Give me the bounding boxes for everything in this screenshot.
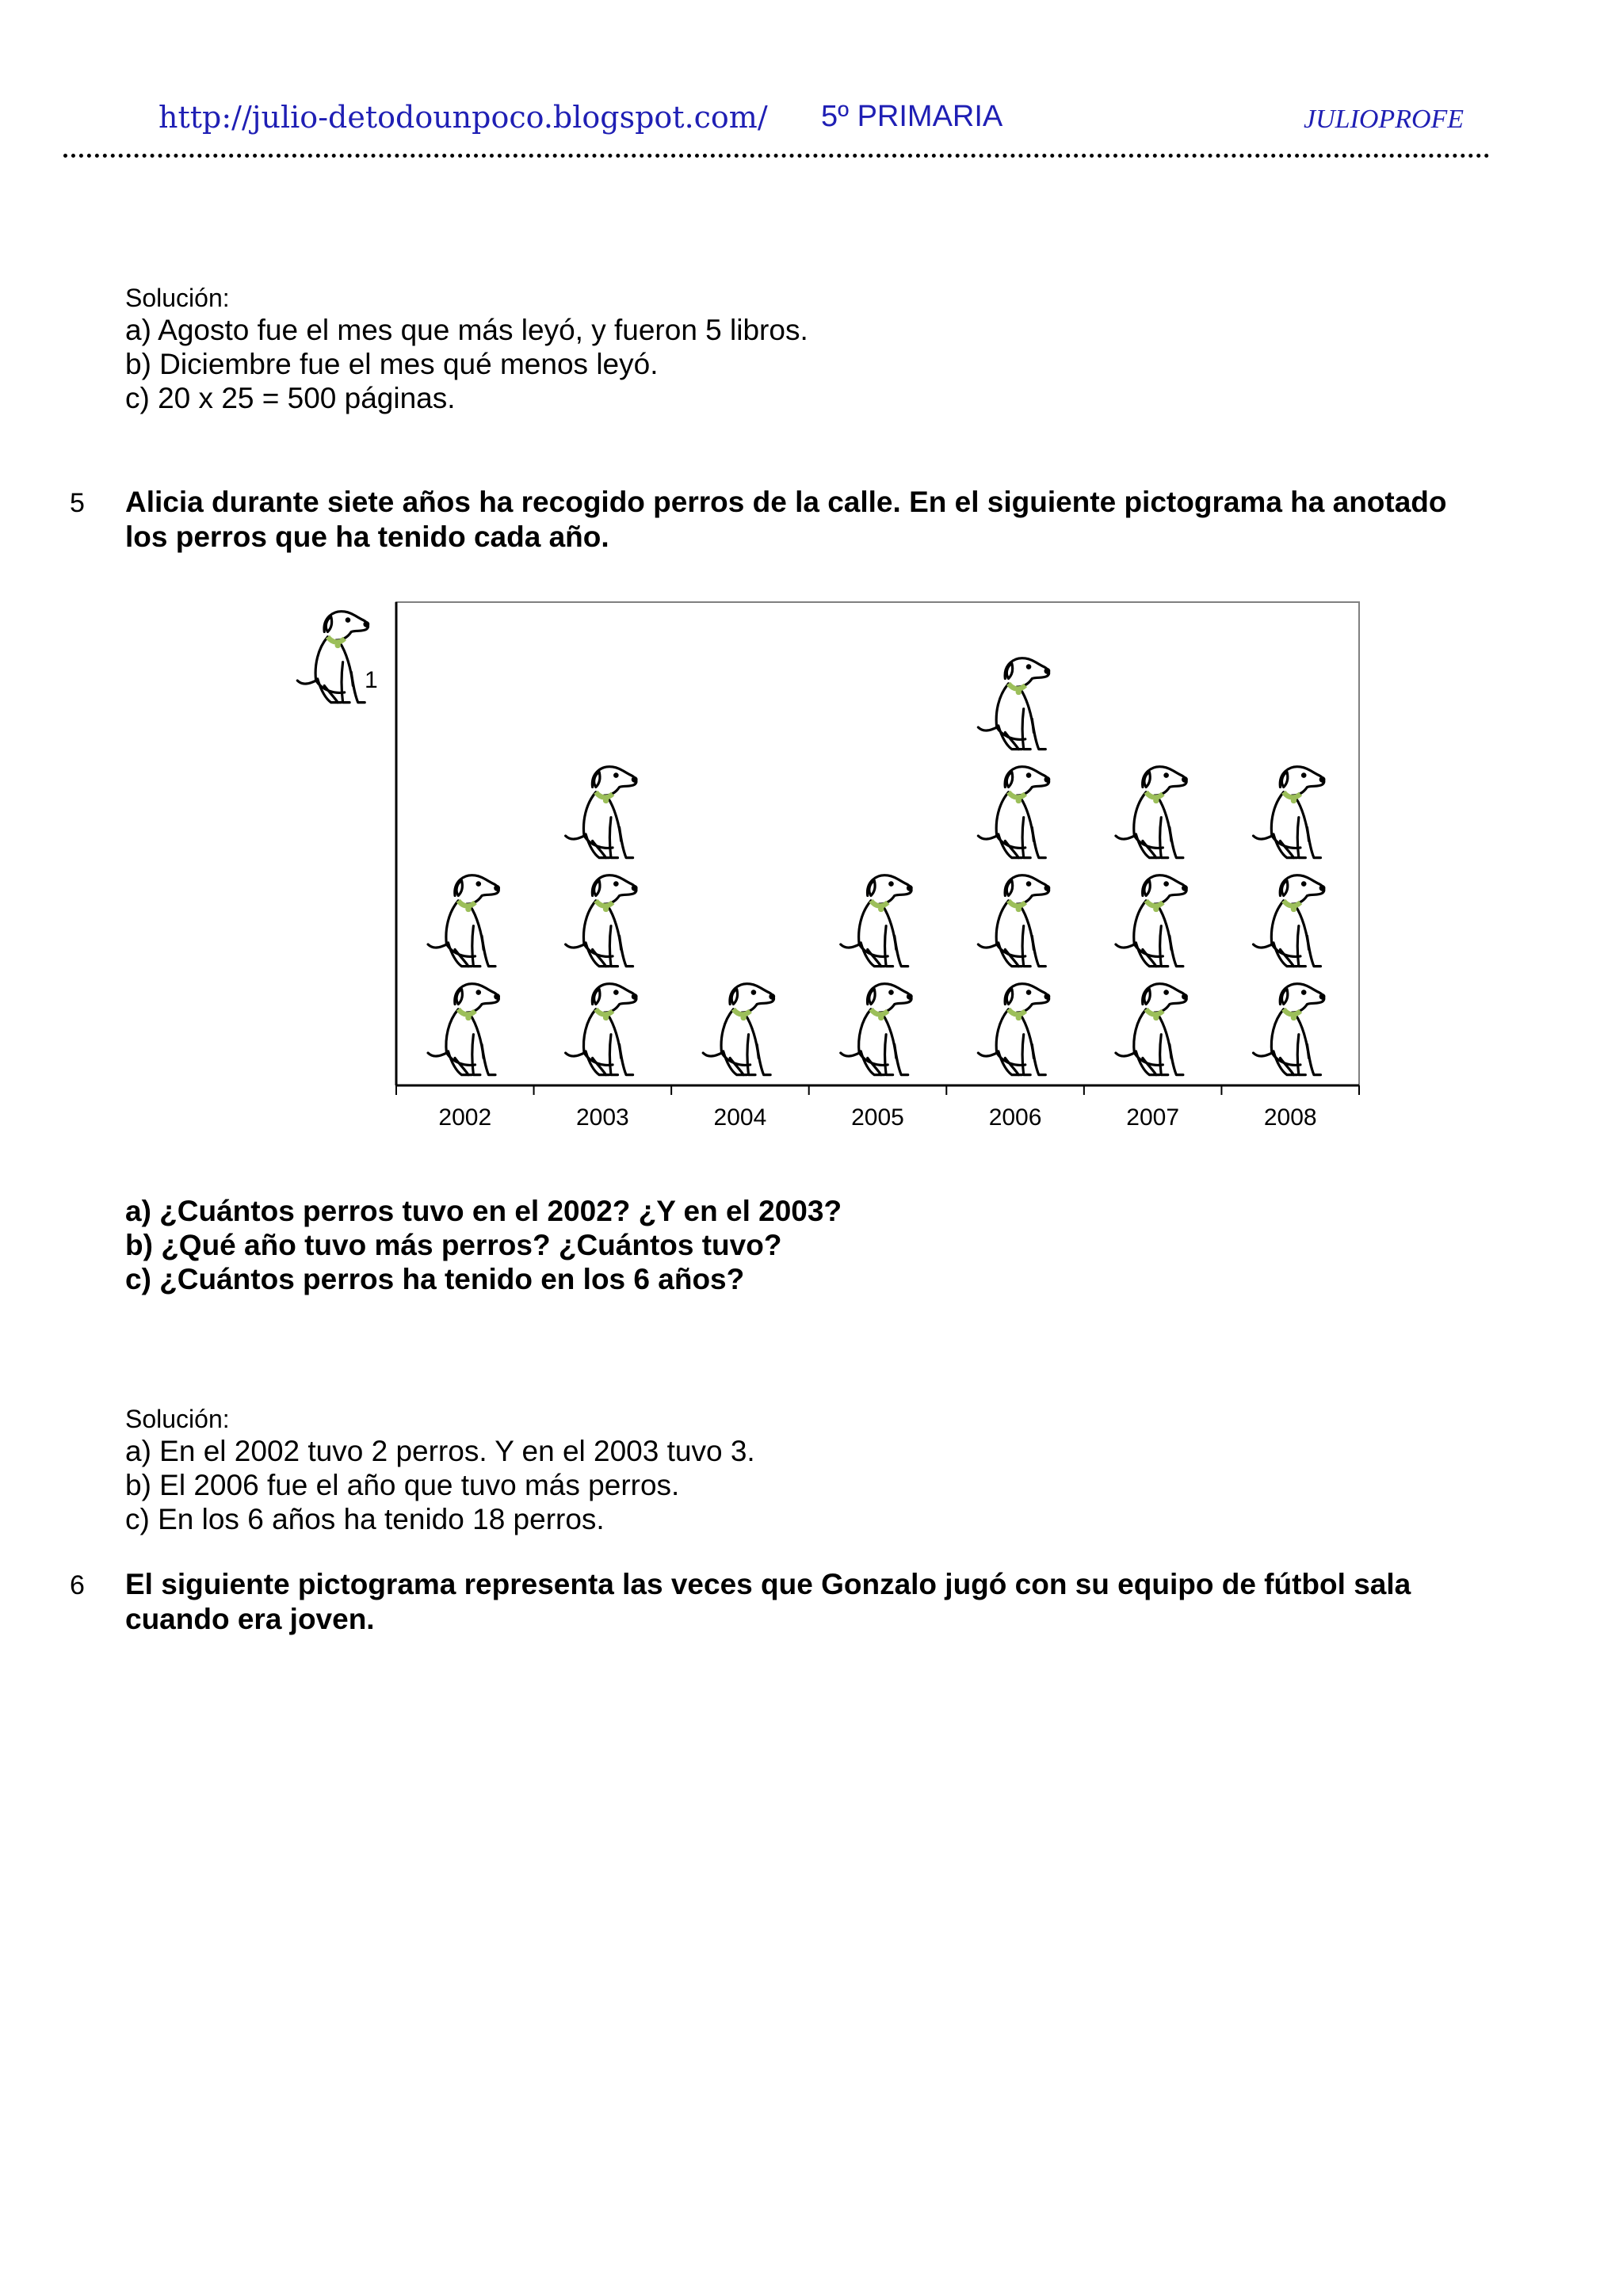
question-number: 5 — [70, 488, 85, 518]
solution-label: Solución: — [125, 284, 230, 312]
x-tick-label: 2007 — [1126, 1104, 1180, 1131]
x-tick-label: 2002 — [438, 1104, 492, 1131]
header-divider — [63, 151, 1490, 158]
x-tick-label: 2003 — [575, 1104, 629, 1131]
solution-line: a) En el 2002 tuvo 2 perros. Y en el 2003 tuvo 3. — [125, 1435, 755, 1467]
question-number: 6 — [70, 1570, 85, 1600]
solution-label: Solución: — [125, 1405, 230, 1433]
header-url[interactable]: http://julio-detodounpoco.blogspot.com/ — [158, 100, 768, 135]
legend-dog-icon — [297, 612, 368, 703]
question-text-line: cuando era joven. — [125, 1603, 375, 1635]
subquestion: b) ¿Qué año tuvo más perros? ¿Cuántos tuvo? — [125, 1229, 782, 1261]
question-text-line: El siguiente pictograma representa las veces que Gonzalo jugó con su equipo de fútbol sala — [125, 1568, 1411, 1600]
subquestion: a) ¿Cuántos perros tuvo en el 2002? ¿Y en el 2003? — [125, 1195, 842, 1227]
solution-line: b) El 2006 fue el año que tuvo más perros. — [125, 1469, 680, 1501]
solution-line: c) En los 6 años ha tenido 18 perros. — [125, 1503, 605, 1535]
question-text-line: los perros que ha tenido cada año. — [125, 521, 609, 553]
pictogram-chart — [285, 594, 1363, 1141]
question-text-line: Alicia durante siete años ha recogido perros de la calle. En el siguiente pictograma ha anotado — [125, 486, 1447, 518]
solution-line: c) 20 x 25 = 500 páginas. — [125, 382, 456, 414]
x-tick-label: 2006 — [988, 1104, 1042, 1131]
header-author: JULIOPROFE — [1304, 105, 1465, 134]
solution-line: a) Agosto fue el mes que más leyó, y fueron 5 libros. — [125, 314, 808, 346]
legend-value: 1 — [365, 667, 378, 693]
x-tick-label: 2004 — [713, 1104, 767, 1131]
x-tick-label: 2008 — [1263, 1104, 1317, 1131]
header-grade: 5º PRIMARIA — [821, 100, 1003, 133]
subquestion: c) ¿Cuántos perros ha tenido en los 6 años? — [125, 1263, 745, 1295]
solution-line: b) Diciembre fue el mes qué menos leyó. — [125, 348, 659, 380]
x-tick-label: 2005 — [851, 1104, 904, 1131]
